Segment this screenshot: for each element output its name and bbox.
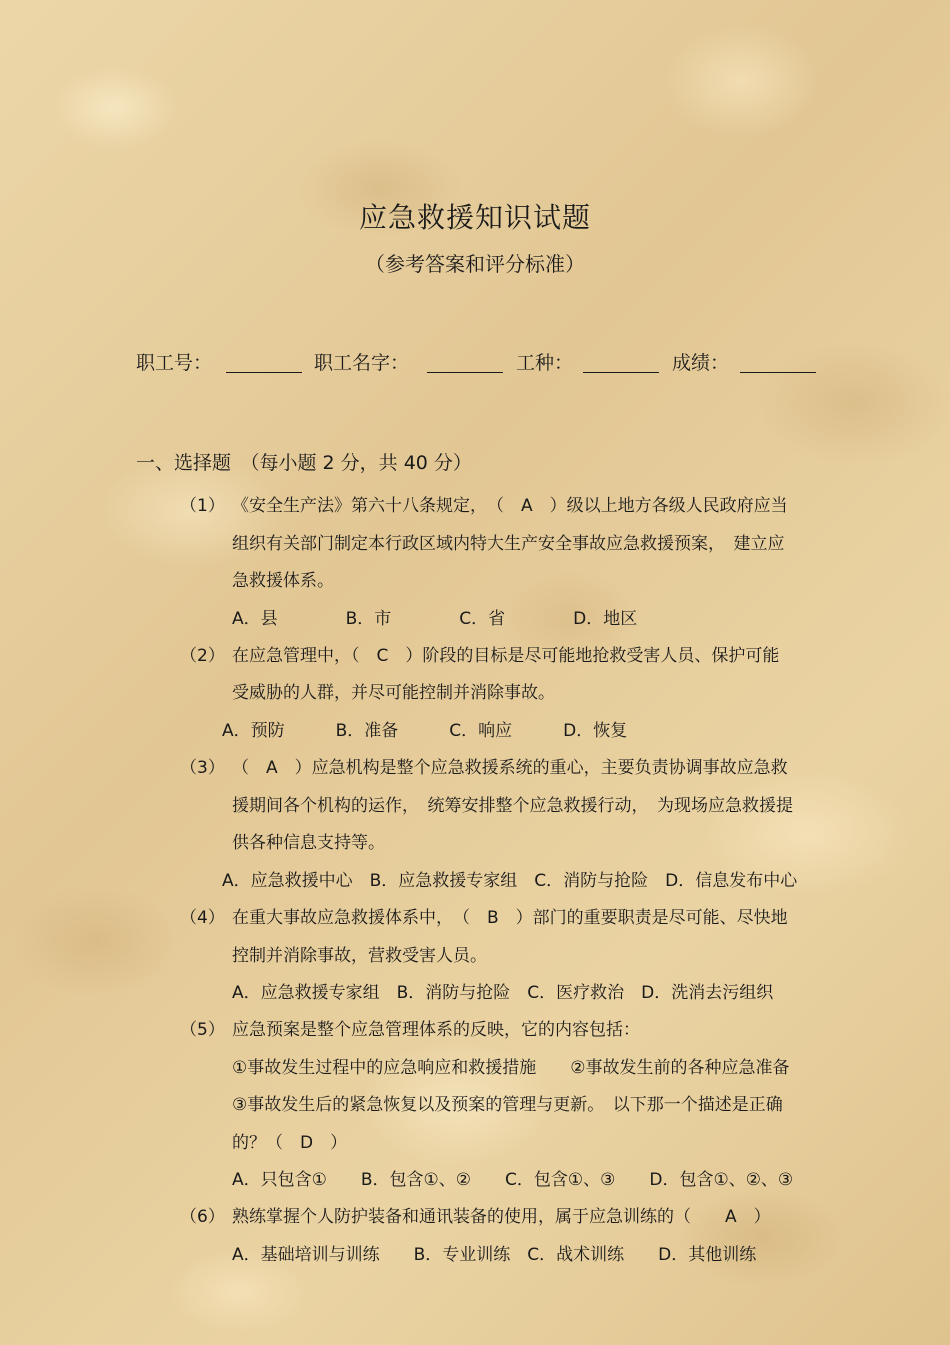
job-type-blank[interactable] (583, 372, 659, 373)
question-number: （4） (180, 908, 225, 928)
question-text-line: 在重大事故应急救援体系中， （ B ）部门的重要职责是尽可能、尽快地 (232, 908, 788, 928)
question-number: （1） (180, 496, 225, 516)
answer-options: A．应急救援专家组 B．消防与抢险 C．医疗救治 D．洗消去污组织 (232, 983, 774, 1003)
score-label: 成绩： (672, 352, 730, 374)
question-text-line: 熟练掌握个人防护装备和通讯装备的使用，属于应急训练的（ A ） (232, 1207, 771, 1227)
answer-options: A．基础培训与训练 B．专业训练 C．战术训练 D．其他训练 (232, 1245, 757, 1265)
question-number: （2） (180, 646, 225, 666)
page-title: 应急救援知识试题 (358, 201, 591, 234)
question-text-line: 供各种信息支持等。 (232, 833, 385, 853)
question-text-line: 受威胁的人群，并尽可能控制并消除事故。 (232, 683, 555, 703)
answer-options: A．预防 B．准备 C．响应 D．恢复 (222, 721, 628, 741)
page-subtitle: （参考答案和评分标准） (365, 252, 585, 276)
score-blank[interactable] (740, 372, 816, 373)
answer-options: A．应急救援中心 B．应急救援专家组 C．消防与抢险 D．信息发布中心 (222, 871, 798, 891)
employee-id-blank[interactable] (226, 372, 302, 373)
section-title: 一、选择题 （每小题 2 分，共 40 分） (136, 452, 472, 474)
question-text-line: 急救援体系。 (232, 571, 334, 591)
employee-name-label: 职工名字： (314, 352, 410, 374)
question-text-line: 援期间各个机构的运作， 统筹安排整个应急救援行动， 为现场应急救援提 (232, 796, 793, 816)
question-text-line: 控制并消除事故，营救受害人员。 (232, 946, 487, 966)
question-text-line: 《安全生产法》第六十八条规定， （ A ）级以上地方各级人民政府应当 (232, 496, 788, 516)
question-number: （5） (180, 1020, 225, 1040)
question-text-line: ③事故发生后的紧急恢复以及预案的管理与更新。 以下那一个描述是正确 (232, 1095, 783, 1115)
question-number: （6） (180, 1207, 225, 1227)
question-text-line: 应急预案是整个应急管理体系的反映，它的内容包括： (232, 1020, 640, 1040)
question-number: （3） (180, 758, 225, 778)
job-type-label: 工种： (516, 352, 574, 374)
employee-id-label: 职工号： (136, 352, 213, 374)
question-text-line: （ A ）应急机构是整个应急救援系统的重心，主要负责协调事故应急救 (232, 758, 788, 778)
answer-options: A．只包含① B．包含①、② C．包含①、③ D．包含①、②、③ (232, 1170, 794, 1190)
question-text-line: ①事故发生过程中的应急响应和救援措施 ②事故发生前的各种应急准备 (232, 1058, 790, 1078)
employee-name-blank[interactable] (427, 372, 503, 373)
question-text-line: 在应急管理中，（ C ）阶段的目标是尽可能地抢救受害人员、保护可能 (232, 646, 780, 666)
answer-options: A．县 B．市 C．省 D．地区 (232, 609, 638, 629)
question-text-line: 的？（ D ） (232, 1133, 348, 1153)
question-text-line: 组织有关部门制定本行政区域内特大生产安全事故应急救援预案， 建立应 (232, 534, 785, 554)
